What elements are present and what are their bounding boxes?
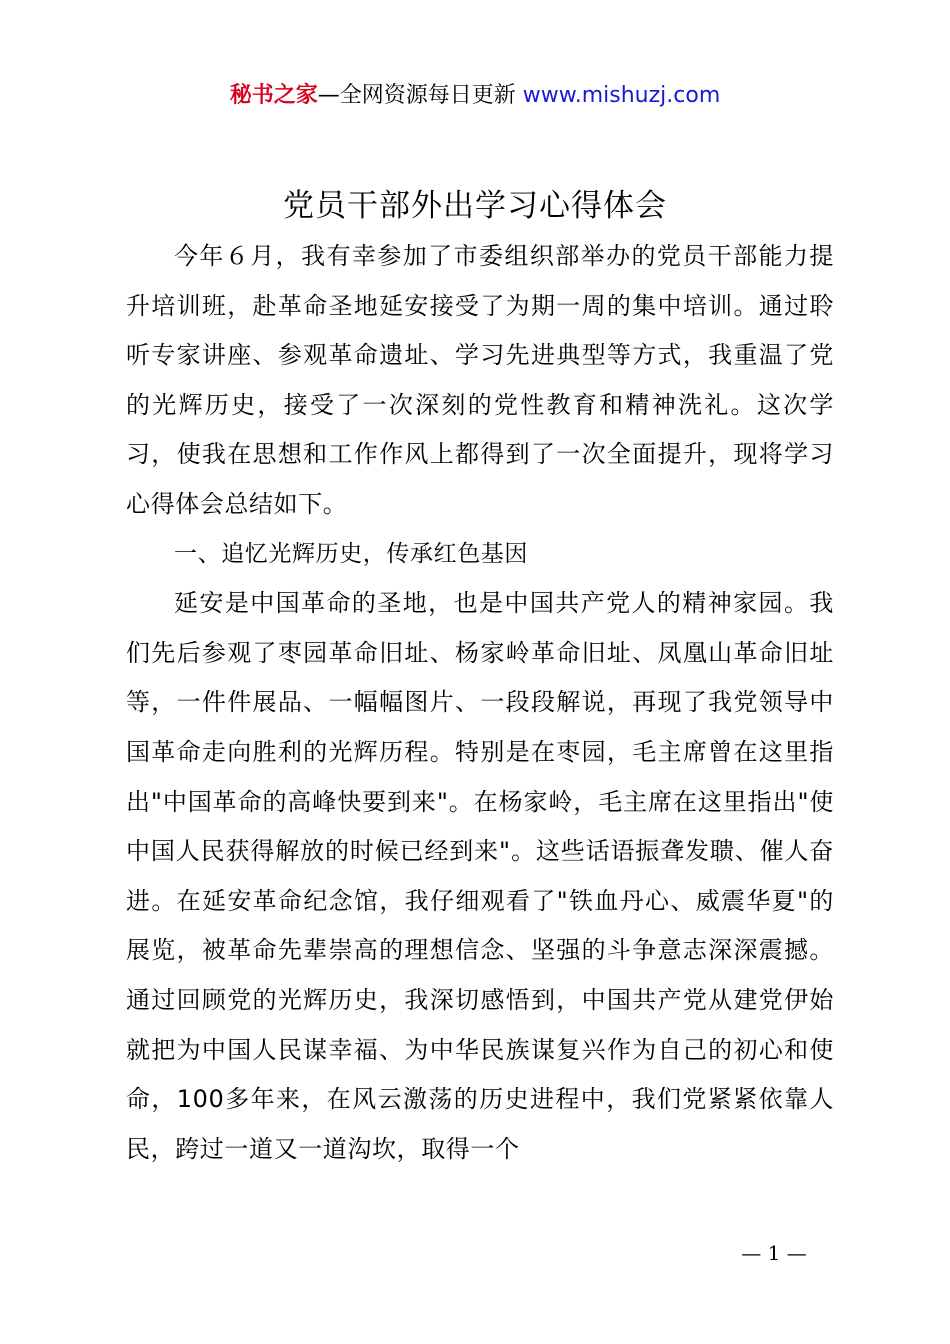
site-header — [0, 78, 950, 114]
intro-paragraph: 今年６月，我有幸参加了市委组织部举办的党员干部能力提升培训班，赴革命圣地延安接受了为期一周的集中培训。通过聆听专家讲座、参观革命遗址、学习先进典型等方式，我重温了党的光辉历史，接受了一次深刻的党性教育和精神洗礼。这次学习，使我在思想和工作作风上都得到了一次全面提升，现将学习心得体会总结如下。 — [126, 242, 834, 518]
section-paragraph: 延安是中国革命的圣地，也是中国共产党人的精神家园。我们先后参观了枣园革命旧址、杨家岭革命旧址、凤凰山革命旧址等，一件件展品、一幅幅图片、一段段解说，再现了我党领导中国革命走向胜利的光辉历程。特别是在枣园，毛主席曾在这里指出"中国革命的高峰快要到来"。在杨家岭，毛主席在这里指出"使中国人民获得解放的时候已经到来"。这些话语振聋发聩、催人奋进。在延安革命纪念馆，我仔细观看了"铁血丹心、威震华夏"的展览，被革命先辈崇高的理想信念、坚强的斗争意志深深震撼。通过回顾党的光辉历史，我深切感悟到，中国共产党从建党伊始就把为中国人民谋幸福、为中华民族谋复兴作为自己的初心和使命，100多年来，在风云激荡的历史进程中，我们党紧紧依靠人民，跨过一道又一道沟坎，取得一个 — [126, 589, 834, 1163]
site-url: www.mishuzj.com — [522, 83, 721, 108]
document-body — [126, 232, 834, 1174]
site-brand: 秘书之家 — [229, 83, 318, 108]
page-number: — 1 — — [741, 1241, 807, 1265]
site-tagline: —全网资源每日更新 — [317, 83, 523, 108]
document-title: 党员干部外出学习心得体会 — [283, 188, 667, 224]
section-heading: 一、追忆光辉历史，传承红色基因 — [174, 540, 528, 567]
